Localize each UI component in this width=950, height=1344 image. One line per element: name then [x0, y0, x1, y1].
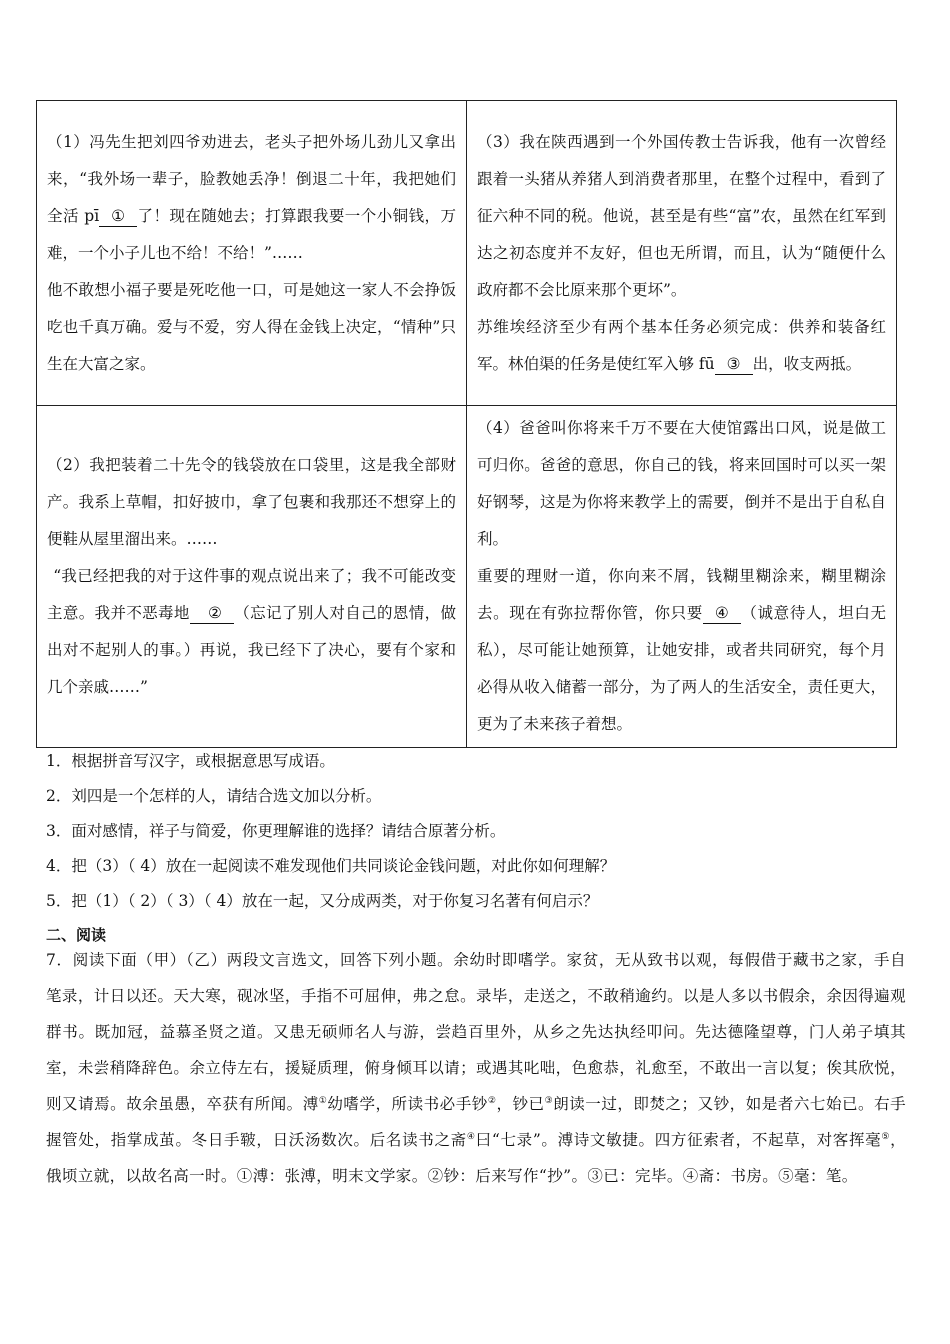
- passage-cell-1: [37, 101, 467, 406]
- question-4: 4．把（3）（ 4）放在一起阅读不难发现他们共同谈论金钱问题，对此你如何理解？: [46, 857, 616, 875]
- blank-2: ②: [190, 603, 234, 624]
- text: ，俄顷立就，以故名高一时。①溥：张溥，明末文学家。②钞：后来写作“抄”。③已：完毕。④斋：书房。⑤毫：笔。: [46, 1131, 907, 1185]
- footnote-mark: ③: [544, 1095, 554, 1106]
- passage-3-paragraph-2: [477, 309, 886, 383]
- text: 了！现在随她去；打算跟我要一个小铜钱，万难，一个小子儿也不给！不给！”……: [47, 206, 456, 262]
- passage-1-paragraph-1: [47, 124, 456, 272]
- passage-1-paragraph-2: 他不敢想小福子要是死吃他一口，可是她这一家人不会挣饭吃也千真万确。爱与不爱，穷人得在金钱上决定，“情种”只生在大富之家。: [47, 280, 456, 373]
- text: “我已经把我的对于这件事的观点说出来了；我不可能改变主意。我并不恶毒地: [47, 567, 456, 622]
- text: （诚意待人，坦白无私），尽可能让她预算，让她安排，或者共同研究，每个月必得从收入储蓄一部分，为了两人的生活安全，责任更大，更为了未来孩子着想。: [477, 604, 886, 733]
- question-list: [46, 746, 906, 921]
- text: ，钞已: [496, 1095, 545, 1113]
- text: （忘记了别人对自己的恩情，做出对不起别人的事。）再说，我已经下了决心，要有个家和几个亲戚……”: [47, 604, 456, 696]
- blank-3: ③: [715, 354, 753, 375]
- blank-1: ①: [99, 206, 137, 227]
- text: 曰“七录”。溥诗文敏捷。四方征索者，不起草，对客挥毫: [475, 1131, 882, 1149]
- passage-cell-4: [467, 406, 897, 748]
- text: （1）冯先生把刘四爷劝进去，老头子把外场儿劲儿又拿出来，“我外场一辈子，脸教她丢净！倒退二十年，我把她们全活 pī: [47, 132, 456, 225]
- text: 幼嗜学，所读书必手钞: [327, 1095, 488, 1113]
- footnote-mark: ④: [466, 1131, 476, 1142]
- blank-4: ④: [703, 603, 741, 624]
- question-1: 1．根据拼音写汉字，或根据意思写成语。: [46, 752, 335, 770]
- text: 朗读一过，即焚之；又钞，如是者六七始已。右手握管处，指掌成茧。冬日手皲，日沃汤数次。后名读书之斋: [46, 1095, 907, 1149]
- text: 7．阅读下面（甲）（乙）两段文言选文，回答下列小题。余幼时即嗜学。家贫，无从致书以观，每假借于藏书之家，手自笔录，计日以还。天大寒，砚冰坚，手指不可屈伸，弗之怠。录毕，走送之，不敢稍逾约。以是人多以书假余，余因得遍观群书。既加冠，益慕圣贤之道。又患无硕师名人与游，尝趋百里外，从乡之先达执经叩问。先达德隆望尊，门人弟子填其室，未尝稍降辞色。余立侍左右，援疑质理，俯身倾耳以请；或遇其叱咄，色愈恭，礼愈至，不敢出一言以复；俟其欣悦，则又请焉。故余虽愚，卒获有所闻。溥: [46, 951, 906, 1113]
- passage-3-paragraph-1: （3）我在陕西遇到一个外国传教士告诉我，他有一次曾经跟着一头猪从养猪人到消费者那里，在整个过程中，看到了征六种不同的税。他说，甚至是有些“富”农，虽然在红军到达之初态度并不友好，但也无所谓，而且，认为“随便什么政府都不会比原来那个更坏”。: [477, 132, 886, 299]
- passage-2-paragraph-1: （2）我把装着二十先令的钱袋放在口袋里，这是我全部财产。我系上草帽，扣好披巾，拿了包裹和我那还不想穿上的便鞋从屋里溜出来。……: [47, 456, 456, 548]
- passage-4-paragraph-1: （4）爸爸叫你将来千万不要在大使馆露出口风，说是做工可归你。爸爸的意思，你自己的钱，将来回国时可以买一架好钢琴，这是为你将来教学上的需要，倒并不是出于自私自利。: [477, 419, 886, 548]
- passage-4-paragraph-2: [477, 558, 886, 743]
- footnote-mark: ①: [318, 1095, 328, 1106]
- passage-cell-3: [467, 101, 897, 406]
- footnote-mark: ⑤: [881, 1131, 891, 1142]
- classical-passage: [46, 942, 906, 1194]
- section-title: 二、阅读: [46, 926, 107, 944]
- passage-2-paragraph-2: [47, 558, 456, 706]
- passage-cell-2: [37, 406, 467, 748]
- question-3: 3．面对感情，祥子与简爱，你更理解谁的选择？请结合原著分析。: [46, 822, 506, 840]
- text: 苏维埃经济至少有两个基本任务必须完成：供养和装备红军。林伯渠的任务是使红军入够 fū: [477, 317, 886, 373]
- passages-table: [36, 100, 897, 748]
- text: 出，收支两抵。: [752, 354, 862, 373]
- footnote-mark: ②: [487, 1095, 497, 1106]
- text: 重要的理财一道，你向来不屑，钱糊里糊涂来，糊里糊涂去。现在有弥拉帮你管，你只要: [477, 567, 886, 622]
- question-5: 5．把（1）（ 2）（ 3）（ 4）放在一起，又分成两类，对于你复习名著有何启示？: [46, 892, 599, 910]
- question-2: 2．刘四是一个怎样的人，请结合选文加以分析。: [46, 787, 382, 805]
